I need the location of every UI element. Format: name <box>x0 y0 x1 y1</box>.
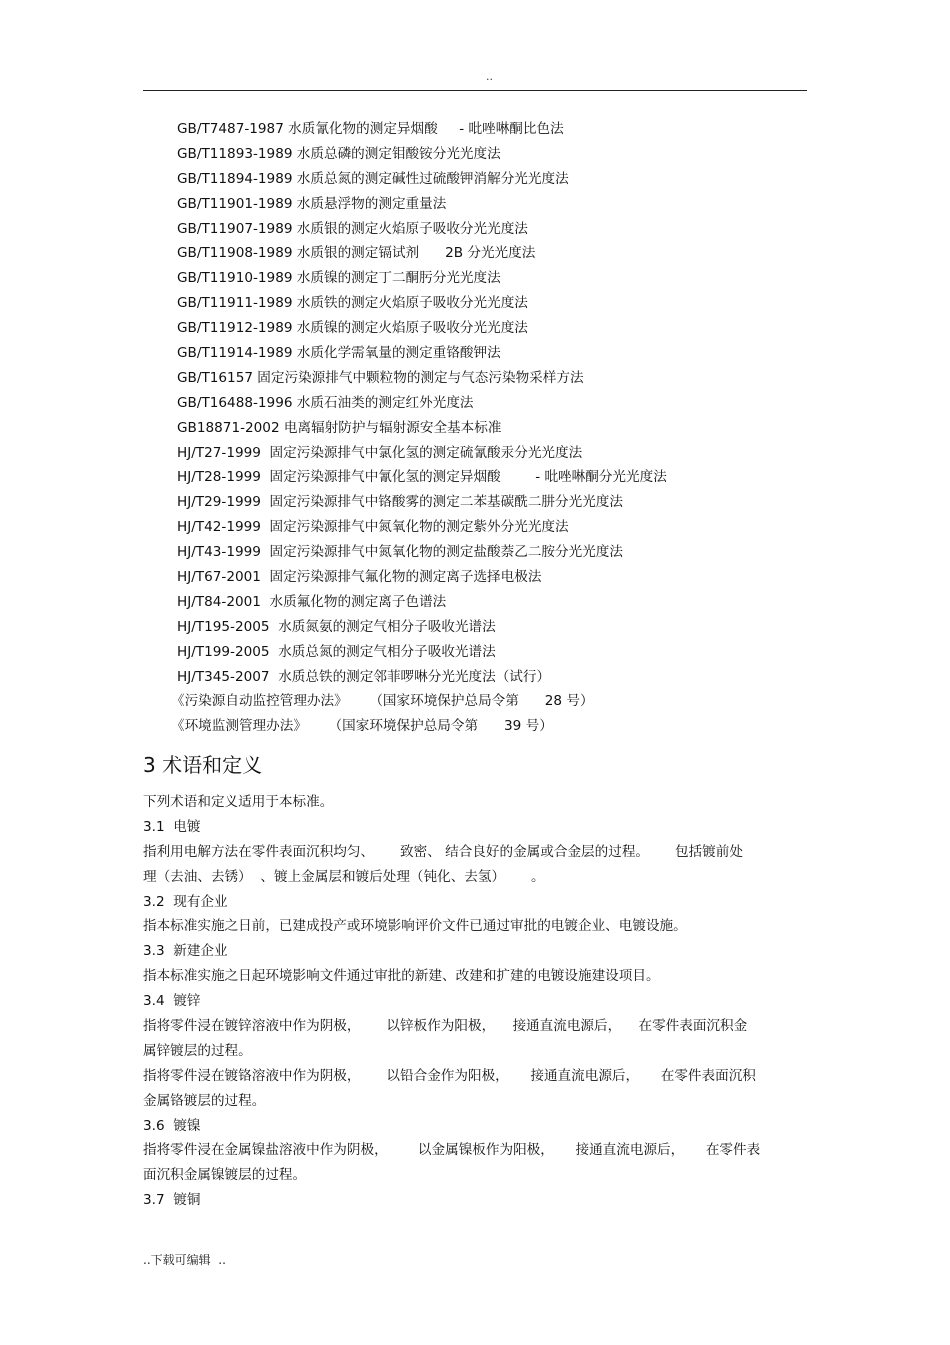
body-paragraph: 属锌镀层的过程。 <box>143 1042 252 1059</box>
reference-item: GB/T11908-1989 水质银的测定镉试剂 2B 分光光度法 <box>177 245 536 262</box>
reference-item: HJ/T27-1999 固定污染源排气中氯化氢的测定硫氰酸汞分光光度法 <box>177 444 583 461</box>
body-paragraph: 指将零件浸在金属镍盐溶液中作为阴极， 以金属镍板作为阳极， 接通直流电源后， 在零件表 <box>143 1142 761 1159</box>
reference-item: GB/T7487-1987 水质氰化物的测定异烟酸 - 吡唑啉酮比色法 <box>177 121 564 137</box>
term-heading: 3.2 现有企业 <box>143 893 228 910</box>
reference-item: GB18871-2002 电离辐射防护与辐射源安全基本标准 <box>177 419 502 436</box>
body-paragraph: 指本标准实施之日起环境影响文件通过审批的新建、改建和扩建的电镀设施建设项目。 <box>143 968 660 985</box>
header-rule <box>143 90 807 91</box>
reference-item: HJ/T195-2005 水质氮氨的测定气相分子吸收光谱法 <box>177 618 496 635</box>
body-paragraph: 理（去油、去锈） 、镀上金属层和镀后处理（钝化、去氢） 。 <box>143 868 545 885</box>
reference-item: GB/T11893-1989 水质总磷的测定钼酸铵分光光度法 <box>177 145 501 162</box>
regulation-item: 《环境监测管理办法》 （国家环境保护总局令第 39 号） <box>171 718 553 735</box>
reference-item: GB/T11907-1989 水质银的测定火焰原子吸收分光光度法 <box>177 220 528 237</box>
reference-item: HJ/T199-2005 水质总氮的测定气相分子吸收光谱法 <box>177 643 496 660</box>
reference-item: HJ/T42-1999 固定污染源排气中氮氧化物的测定紫外分光光度法 <box>177 519 569 536</box>
reference-item: GB/T11911-1989 水质铁的测定火焰原子吸收分光光度法 <box>177 295 528 312</box>
reference-item: HJ/T84-2001 水质氟化物的测定离子色谱法 <box>177 593 447 610</box>
reference-item: GB/T16157 固定污染源排气中颗粒物的测定与气态污染物采样方法 <box>177 369 584 386</box>
body-paragraph: 指利用电解方法在零件表面沉积均匀、 致密、 结合良好的金属或合金层的过程。 包括镀前处 <box>143 843 743 860</box>
body-paragraph: 面沉积金属镍镀层的过程。 <box>143 1167 307 1184</box>
reference-item: HJ/T28-1999 固定污染源排气中氰化氢的测定异烟酸 - 吡唑啉酮分光光度法 <box>177 469 667 486</box>
regulation-item: 《污染源自动监控管理办法》 （国家环境保护总局令第 28 号） <box>171 693 594 710</box>
term-heading: 3.4 镀锌 <box>143 993 201 1010</box>
reference-item: GB/T11914-1989 水质化学需氧量的测定重铬酸钾法 <box>177 345 501 362</box>
term-heading: 3.1 电镀 <box>143 818 201 835</box>
page-footer: ..下载可编辑 .. <box>143 1253 226 1267</box>
normative-references <box>171 117 817 739</box>
reference-item: GB/T11912-1989 水质镍的测定火焰原子吸收分光光度法 <box>177 320 528 337</box>
body-paragraph: 指将零件浸在镀锌溶液中作为阴极， 以锌板作为阳极， 接通直流电源后， 在零件表面沉积金 <box>143 1018 748 1035</box>
term-heading: 3.6 镀镍 <box>143 1117 201 1134</box>
body-paragraph: 下列术语和定义适用于本标准。 <box>143 794 334 810</box>
body-paragraph: 指将零件浸在镀铬溶液中作为阴极， 以铅合金作为阳极， 接通直流电源后， 在零件表面沉积 <box>143 1067 756 1084</box>
term-heading: 3.3 新建企业 <box>143 943 228 960</box>
reference-item: HJ/T67-2001 固定污染源排气氟化物的测定离子选择电极法 <box>177 569 542 586</box>
reference-item: HJ/T43-1999 固定污染源排气中氮氧化物的测定盐酸萘乙二胺分光光度法 <box>177 544 623 561</box>
term-heading: 3.7 镀铜 <box>143 1192 201 1209</box>
body-paragraph: 金属铬镀层的过程。 <box>143 1092 266 1109</box>
reference-item: GB/T16488-1996 水质石油类的测定红外光度法 <box>177 394 474 411</box>
definitions-body <box>143 790 807 1213</box>
reference-item: HJ/T345-2007 水质总铁的测定邻菲啰啉分光光度法（试行） <box>177 668 551 685</box>
page-header-marker: .. <box>486 70 493 83</box>
reference-item: HJ/T29-1999 固定污染源排气中铬酸雾的测定二苯基碳酰二肼分光光度法 <box>177 494 623 511</box>
section-title: 3 术语和定义 <box>143 753 263 777</box>
body-paragraph: 指本标准实施之日前，已建成投产或环境影响评价文件已通过审批的电镀企业、电镀设施。 <box>143 918 687 935</box>
reference-item: GB/T11894-1989 水质总氮的测定碱性过硫酸钾消解分光光度法 <box>177 170 569 187</box>
reference-item: GB/T11910-1989 水质镍的测定丁二酮肟分光光度法 <box>177 270 501 287</box>
reference-item: GB/T11901-1989 水质悬浮物的测定重量法 <box>177 195 447 212</box>
